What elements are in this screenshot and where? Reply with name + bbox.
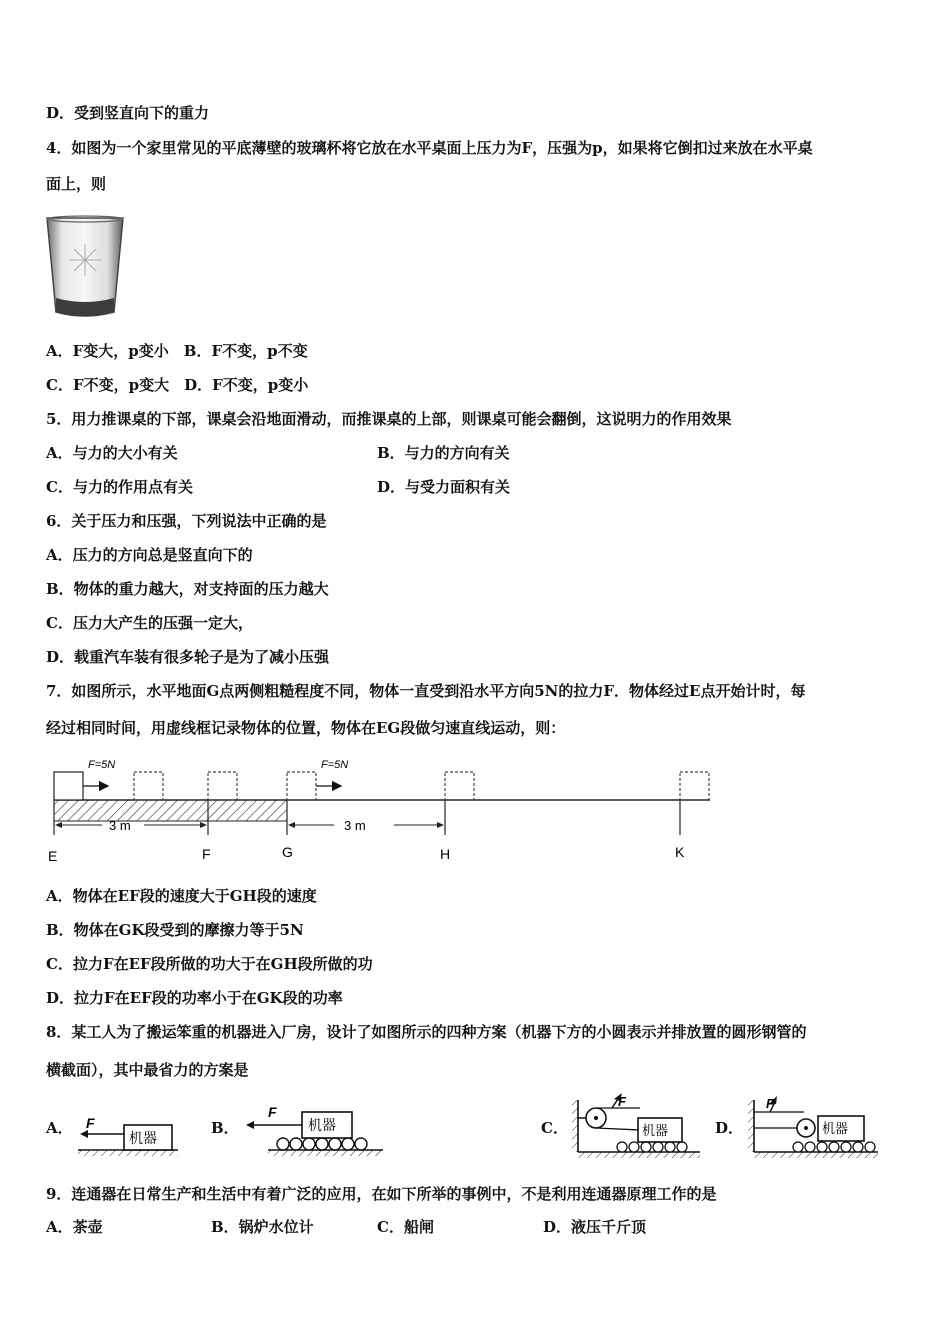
position-box [208, 772, 237, 800]
q9-option-d: D．液压千斤顶 [543, 1218, 647, 1236]
q4-option-b: B．F不变，p不变 [183, 342, 308, 360]
machine-label: 机器 [642, 1123, 669, 1138]
q5-option-b: B．与力的方向有关 [377, 444, 510, 462]
q8-stem-line1: 8．某工人为了搬运笨重的机器进入厂房，设计了如图所示的四种方案（机器下方的小圆表示并排放置的圆形钢管的 [46, 1023, 807, 1041]
force-label: F [268, 1104, 277, 1120]
q4-option-a: A．F变大，p变小 [46, 342, 169, 360]
force-label-2: F=5N [321, 759, 349, 771]
q8-stem-line2: 横截面），其中最省力的方案是 [46, 1061, 249, 1079]
force-label-1: F=5N [88, 759, 116, 771]
force-label: F [618, 1094, 626, 1109]
point-k-label: K [675, 844, 685, 860]
object-box [54, 772, 83, 800]
q3-option-d: D．受到竖直向下的重力 [46, 104, 210, 122]
q6-option-b: B．物体的重力越大，对支持面的压力越大 [46, 580, 329, 598]
q7-option-a: A．物体在EF段的速度大于GH段的速度 [46, 887, 317, 905]
q5-option-c: C．与力的作用点有关 [46, 478, 193, 496]
q4-option-c: C．F不变，p变大 [46, 376, 170, 394]
q8-label-b: B． [211, 1119, 239, 1137]
position-box [287, 772, 316, 800]
q7-stem-line1: 7．如图所示，水平地面G点两侧粗糙程度不同，物体一直受到沿水平方向5N的拉力F．物体经过E点开始计时，每 [46, 682, 806, 700]
q5-option-a: A．与力的大小有关 [46, 444, 178, 462]
position-box [134, 772, 163, 800]
q5-option-d: D．与受力面积有关 [377, 478, 511, 496]
point-h-label: H [440, 846, 451, 862]
q9-option-a: A．茶壶 [46, 1218, 103, 1236]
q4-options-row1 [46, 341, 308, 361]
q9-option-b: B．锅炉水位计 [211, 1218, 314, 1236]
q7-motion-diagram [44, 755, 724, 867]
point-e-label: E [48, 848, 58, 864]
force-label: F [766, 1096, 774, 1111]
position-box [680, 772, 709, 800]
q6-option-c: C．压力大产生的压强一定大， [46, 614, 253, 632]
q4-stem-line2: 面上，则 [46, 175, 107, 193]
steel-tubes [617, 1142, 687, 1152]
q6-option-a: A．压力的方向总是竖直向下的 [46, 546, 253, 564]
q5-stem: 5．用力推课桌的下部，课桌会沿地面滑动，而推课桌的上部，则课桌可能会翻倒，这说明力的作用效果 [46, 410, 732, 428]
machine-label: 机器 [822, 1121, 849, 1136]
q8-label-a: A． [46, 1119, 73, 1137]
q7-stem-line2: 经过相同时间，用虚线框记录物体的位置，物体在EG段做匀速直线运动，则： [46, 719, 566, 737]
position-box [445, 772, 474, 800]
distance-label-2: 3 m [344, 818, 366, 833]
point-g-label: G [282, 844, 293, 860]
q8-diagram-d [746, 1090, 880, 1160]
force-label: F [86, 1115, 95, 1131]
q7-option-b: B．物体在GK段受到的摩擦力等于5N [46, 921, 304, 939]
q9-option-c: C．船闸 [377, 1218, 434, 1236]
rough-surface [54, 800, 287, 821]
q4-options-row2 [46, 375, 308, 395]
steel-tubes [277, 1138, 367, 1150]
q6-option-d: D．载重汽车装有很多轮子是为了减小压强 [46, 648, 330, 666]
q8-diagram-a [74, 1098, 184, 1158]
q6-stem: 6．关于压力和压强，下列说法中正确的是 [46, 512, 327, 530]
distance-label-1: 3 m [109, 818, 131, 833]
rope [596, 1128, 640, 1130]
q4-option-d: D．F不变，p变小 [184, 376, 309, 394]
steel-tubes [793, 1142, 875, 1152]
q8-diagram-b [238, 1098, 388, 1158]
q8-diagram-c [570, 1090, 702, 1160]
q7-option-c: C．拉力F在EF段所做的功大于在GH段所做的功 [46, 955, 373, 973]
point-f-label: F [202, 846, 211, 862]
q8-label-d: D． [715, 1119, 744, 1137]
machine-label: 机器 [308, 1117, 336, 1133]
q9-stem: 9．连通器在日常生产和生活中有着广泛的应用，在如下所举的事例中，不是利用连通器原理工作的是 [46, 1185, 717, 1203]
q8-label-c: C． [541, 1119, 568, 1137]
q4-stem-line1: 4．如图为一个家里常见的平底薄壁的玻璃杯将它放在水平桌面上压力为F，压强为p，如果将它倒扣过来放在水平桌 [46, 139, 813, 157]
q7-option-d: D．拉力F在EF段的功率小于在GK段的功率 [46, 989, 343, 1007]
glass-cup-image [44, 214, 126, 322]
machine-label: 机器 [129, 1130, 157, 1146]
